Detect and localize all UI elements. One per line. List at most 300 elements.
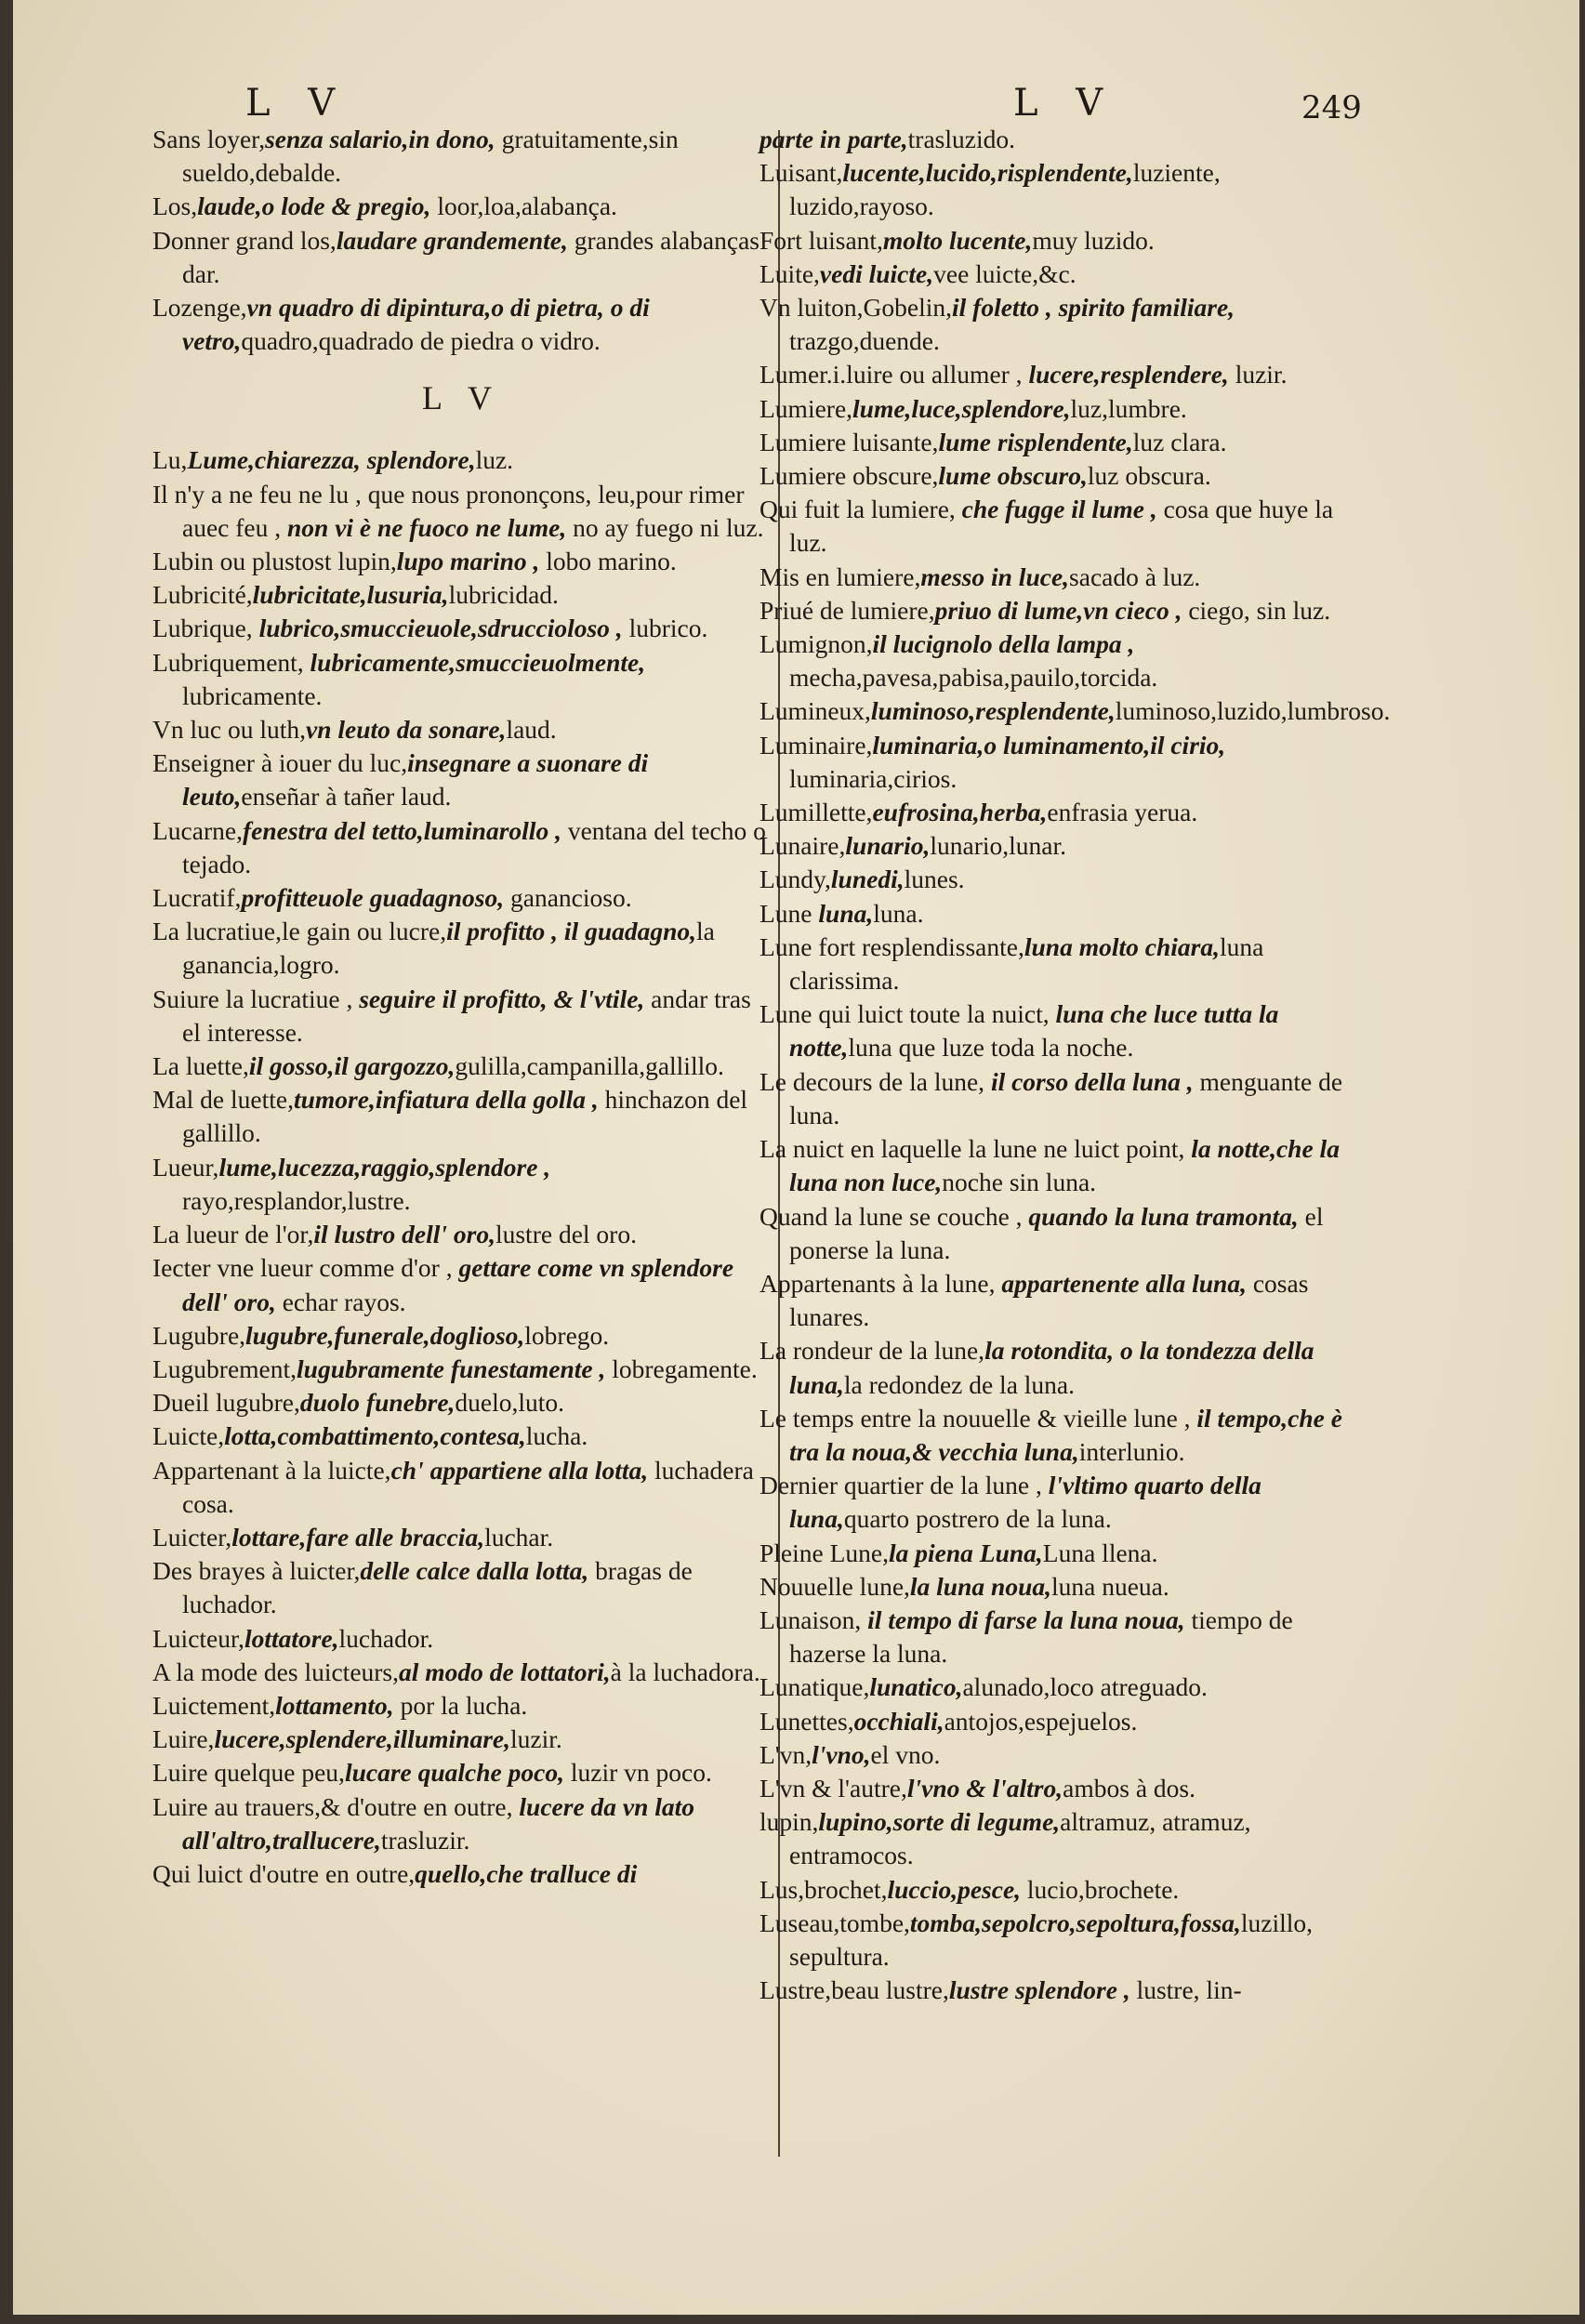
dictionary-entry	[152, 1353, 771, 1386]
right-running-head: L V	[1013, 82, 1116, 125]
entry-headword: Vn luiton,Gobelin,	[759, 293, 953, 323]
entry-italian-gloss: lucere,splendere,illuminare,	[214, 1724, 510, 1754]
entry-spanish-gloss: tiempo de hazerse la luna.	[789, 1604, 1293, 1669]
entry-italian-gloss: messo in luce,	[920, 561, 1070, 591]
dictionary-entry	[152, 1857, 771, 1891]
entry-headword: Iecter vne lueur comme d'or ,	[152, 1253, 459, 1283]
entry-italian-gloss: il lucignolo della lampa ,	[872, 629, 1135, 659]
entry-spanish-gloss: hinchazon del gallillo.	[182, 1085, 748, 1148]
entry-italian-gloss: vn leuto da sonare,	[306, 715, 507, 745]
entry-italian-gloss: lustre splendore ,	[948, 1975, 1130, 2005]
dictionary-entry	[759, 291, 1359, 358]
entry-headword: Lumiere luisante,	[759, 427, 939, 456]
entry-spanish-gloss: lubrico.	[622, 614, 708, 643]
entry-headword: Luminaire,	[759, 730, 873, 759]
entry-spanish-gloss: mecha,pavesa,pabisa,pauilo,torcida.	[789, 663, 1158, 693]
entry-spanish-gloss: menguante de luna.	[789, 1066, 1343, 1129]
entry-headword: Lucratif,	[152, 883, 242, 913]
dictionary-entry	[759, 1065, 1359, 1132]
entry-italian-gloss: delle calce dalla lotta,	[360, 1556, 589, 1586]
entry-spanish-gloss: ciego, sin luz.	[1182, 595, 1331, 625]
entry-italian-gloss: laude,o lode & pregio,	[197, 191, 431, 221]
dictionary-entry	[152, 1622, 771, 1656]
dictionary-entry	[759, 1570, 1359, 1604]
dictionary-entry	[759, 1537, 1359, 1570]
entry-italian-gloss: priuo di lume,vn cieco ,	[934, 595, 1182, 625]
entry-italian-gloss: gettare come vn splendore dell' oro,	[182, 1253, 734, 1316]
entry-headword: Appartenant à la luicte,	[152, 1455, 391, 1485]
entry-spanish-gloss: luna que luze toda la noche.	[848, 1033, 1134, 1063]
dictionary-entry	[152, 123, 771, 190]
left-running-head: L V	[245, 82, 349, 125]
dictionary-entry	[759, 123, 1359, 156]
entry-italian-gloss: il gosso,il gargozzo,	[248, 1051, 456, 1081]
entry-italian-gloss: laudare grandemente,	[336, 225, 568, 255]
dictionary-entry	[152, 746, 771, 813]
dictionary-entry	[152, 1756, 771, 1789]
entry-headword: Pleine Lune,	[759, 1538, 889, 1567]
entry-spanish-gloss: luminoso,luzido,lumbroso.	[1115, 696, 1391, 726]
entry-spanish-gloss: luz.	[475, 445, 514, 475]
dictionary-entry	[759, 1907, 1359, 1974]
entry-spanish-gloss: lobregamente.	[605, 1353, 758, 1383]
entry-headword: Luite,	[759, 258, 820, 288]
dictionary-entry	[152, 881, 771, 915]
dictionary-entry	[152, 443, 771, 477]
entry-headword: Lugubrement,	[152, 1353, 297, 1383]
dictionary-entry	[759, 694, 1391, 728]
entry-spanish-gloss: quadro,quadrado de piedra o vidro.	[241, 326, 601, 356]
left-entries-after-heading	[152, 443, 771, 1891]
entry-spanish-gloss: enfrasia yerua.	[1047, 798, 1198, 827]
entry-italian-gloss: luna che luce tutta la notte,	[789, 999, 1279, 1063]
entry-italian-gloss: eufrosina,herba,	[872, 798, 1048, 827]
entry-spanish-gloss: sacado à luz.	[1069, 561, 1201, 591]
entry-headword: Lucarne,	[152, 815, 243, 845]
entry-spanish-gloss: luna.	[873, 898, 924, 928]
entry-spanish-gloss: luminaria,cirios.	[789, 763, 958, 793]
entry-headword: Lune	[759, 898, 819, 928]
entry-headword: La luette,	[152, 1051, 249, 1081]
dictionary-entry	[759, 796, 1359, 829]
section-heading: L V	[421, 379, 501, 417]
dictionary-entry	[759, 1604, 1359, 1670]
entry-spanish-gloss: rayo,resplandor,lustre.	[182, 1185, 411, 1215]
entry-italian-gloss: seguire il profitto, & l'vtile,	[359, 984, 645, 1013]
entry-headword: Luire quelque peu,	[152, 1758, 345, 1788]
dictionary-entry	[152, 224, 771, 291]
entry-italian-gloss: lugubre,funerale,doglioso,	[245, 1320, 525, 1350]
dictionary-entry	[759, 426, 1359, 459]
dictionary-entry	[759, 493, 1359, 560]
dictionary-entry	[152, 545, 771, 578]
entry-spanish-gloss: enseñar à tañer laud.	[241, 782, 452, 812]
entry-headword: Priué de lumiere,	[759, 595, 935, 625]
entry-headword: Mis en lumiere,	[759, 561, 921, 591]
dictionary-entry	[759, 729, 1359, 796]
entry-spanish-gloss: luchador.	[338, 1623, 434, 1653]
entry-italian-gloss: l'vno,	[812, 1739, 871, 1769]
entry-italian-gloss: il profitto , il guadagno,	[446, 917, 697, 946]
dictionary-entry	[759, 459, 1359, 493]
entry-spanish-gloss: andar tras el interesse.	[182, 984, 751, 1047]
entry-headword: Suiure la lucratiue ,	[152, 984, 360, 1013]
entry-spanish-gloss: Luna llena.	[1042, 1538, 1158, 1567]
entry-spanish-gloss: duelo,luto.	[455, 1388, 565, 1418]
dictionary-entry	[152, 1218, 771, 1251]
entry-spanish-gloss: cosa que huye la luz.	[789, 495, 1334, 558]
entry-italian-gloss: quando la luna tramonta,	[1028, 1201, 1299, 1231]
entry-headword: Lumiere obscure,	[759, 461, 939, 491]
entry-spanish-gloss: lubricidad.	[448, 580, 559, 610]
entry-italian-gloss: insegnare a suonare di leuto,	[182, 748, 649, 812]
entry-spanish-gloss: echar rayos.	[275, 1287, 406, 1316]
entry-italian-gloss: luminaria,o luminamento,il cirio,	[872, 730, 1226, 759]
dictionary-entry	[152, 1386, 771, 1419]
entry-spanish-gloss: la redondez de la luna.	[843, 1369, 1076, 1399]
dictionary-entry	[152, 1689, 771, 1723]
dictionary-entry	[152, 983, 771, 1050]
entry-spanish-gloss: ganancioso.	[504, 883, 632, 913]
entry-headword: Lunaire,	[759, 831, 846, 861]
entry-italian-gloss: lupino,sorte di legume,	[818, 1807, 1061, 1837]
entry-spanish-gloss: el vno.	[870, 1739, 941, 1769]
entry-spanish-gloss: luziente, luzido,rayoso.	[789, 158, 1221, 221]
dictionary-entry	[759, 863, 1359, 896]
entry-spanish-gloss: luzir.	[1228, 360, 1288, 390]
dictionary-entry	[759, 594, 1359, 627]
entry-italian-gloss: appartenente alla luna,	[1001, 1268, 1247, 1298]
entry-italian-gloss: lume risplendente,	[938, 427, 1133, 456]
entry-italian-gloss: luna molto chiara,	[1024, 931, 1220, 961]
entry-italian-gloss: lotta,combattimento,contesa,	[224, 1421, 526, 1451]
entry-headword: Lumer.i.luire ou allumer ,	[759, 360, 1029, 390]
entry-headword: La rondeur de la lune,	[759, 1336, 985, 1366]
entry-headword: Sans loyer,	[152, 125, 266, 153]
entry-headword: Lubin ou plustost lupin,	[152, 547, 397, 576]
entry-headword: Lune fort resplendissante,	[759, 931, 1024, 961]
dictionary-entry	[759, 897, 1359, 931]
dictionary-entry	[759, 392, 1359, 426]
entry-italian-gloss: vedi luicte,	[819, 258, 934, 288]
dictionary-entry	[759, 1873, 1359, 1907]
dictionary-entry	[759, 1772, 1359, 1805]
entry-headword: Lumineux,	[759, 696, 871, 726]
entry-headword: Lundy,	[759, 865, 831, 894]
entry-headword: Luicteur,	[152, 1623, 244, 1653]
entry-headword: Lumiere,	[759, 393, 853, 423]
entry-italian-gloss: che fugge il lume ,	[961, 495, 1157, 524]
entry-spanish-gloss: lustre del oro.	[495, 1220, 637, 1249]
entry-italian-gloss: fenestra del tetto,luminarollo ,	[242, 815, 561, 845]
entry-italian-gloss: al modo de lottatori,	[399, 1657, 611, 1686]
entry-italian-gloss: lunatico,	[869, 1672, 963, 1702]
entry-italian-gloss: la luna noua,	[909, 1571, 1051, 1601]
dictionary-entry	[152, 612, 771, 645]
left-column	[152, 123, 771, 1891]
entry-spanish-gloss: vee luicte,&c.	[933, 258, 1076, 288]
dictionary-entry	[759, 1805, 1359, 1872]
entry-spanish-gloss: muy luzido.	[1032, 225, 1155, 255]
entry-headword: Qui fuit la lumiere,	[759, 495, 962, 524]
entry-headword: Quand la lune se couche ,	[759, 1201, 1029, 1231]
entry-headword: Dueil lugubre,	[152, 1388, 300, 1418]
entry-spanish-gloss: lucha.	[525, 1421, 588, 1451]
entry-italian-gloss: occhiali,	[853, 1706, 944, 1736]
entry-spanish-gloss: trasluzir.	[380, 1825, 470, 1855]
entry-spanish-gloss: laud.	[506, 715, 557, 745]
entry-headword: Lugubre,	[152, 1320, 246, 1350]
entry-italian-gloss: molto lucente,	[882, 225, 1033, 255]
dictionary-entry	[759, 1738, 1359, 1772]
entry-spanish-gloss: luz obscura.	[1087, 461, 1211, 491]
dictionary-entry	[152, 1251, 771, 1318]
dictionary-entry	[152, 1050, 771, 1083]
entry-spanish-gloss: luzir vn poco.	[563, 1758, 712, 1788]
entry-spanish-gloss: lunes.	[904, 865, 965, 894]
dictionary-entry	[152, 1419, 771, 1453]
entry-spanish-gloss: loor,loa,alabança.	[430, 191, 617, 221]
entry-spanish-gloss: lobo marino.	[539, 547, 677, 576]
entry-spanish-gloss: trasluzido.	[907, 125, 1015, 153]
left-entries-before-heading	[152, 123, 771, 358]
entry-italian-gloss: vn quadro di dipintura,o di pietra, o di vetro,	[182, 293, 650, 356]
entry-italian-gloss: il lustro dell' oro,	[313, 1220, 495, 1249]
entry-italian-gloss: il tempo,che è tra la noua,& vecchia luna,	[789, 1403, 1342, 1466]
dictionary-entry	[759, 931, 1359, 997]
entry-italian-gloss: l'vno & l'altro,	[906, 1773, 1063, 1802]
dictionary-entry	[152, 915, 771, 982]
dictionary-entry	[759, 1705, 1359, 1738]
entry-headword: Vn luc ou luth,	[152, 715, 306, 745]
dictionary-entry	[759, 1267, 1359, 1334]
right-column	[759, 123, 1391, 2007]
dictionary-entry	[152, 1319, 771, 1353]
dictionary-entry	[152, 190, 771, 223]
dictionary-entry	[152, 1656, 771, 1689]
entry-headword: Donner grand los,	[152, 225, 337, 255]
entry-headword: Des brayes à luicter,	[152, 1556, 361, 1586]
dictionary-entry	[759, 156, 1359, 223]
dictionary-entry	[759, 224, 1359, 257]
entry-italian-gloss: lucente,lucido,risplendente,	[842, 158, 1133, 188]
dictionary-entry	[759, 1200, 1359, 1267]
entry-spanish-gloss: luz clara.	[1132, 427, 1227, 456]
entry-italian-gloss: Lume,chiarezza, splendore,	[187, 445, 476, 475]
entry-italian-gloss: lottatore,	[244, 1623, 339, 1653]
dictionary-entry	[152, 1521, 771, 1554]
entry-headword: Luire au trauers,& d'outre en outre,	[152, 1791, 520, 1821]
entry-headword: Nouuelle lune,	[759, 1571, 910, 1601]
entry-spanish-gloss: luzir.	[509, 1724, 562, 1754]
entry-italian-gloss: lottamento,	[275, 1690, 394, 1720]
entry-headword: Luicter,	[152, 1522, 232, 1552]
book-page	[13, 0, 1579, 2315]
entry-italian-gloss: parte in parte,	[759, 125, 908, 153]
entry-headword: Dernier quartier de la lune ,	[759, 1471, 1049, 1500]
entry-headword: L'vn,	[759, 1739, 812, 1769]
entry-headword: Lubriquement,	[152, 647, 310, 677]
entry-italian-gloss: ch' appartiene alla lotta,	[390, 1455, 649, 1485]
dictionary-entry	[759, 1469, 1359, 1536]
entry-headword: Luire,	[152, 1724, 215, 1754]
entry-italian-gloss: luminoso,resplendente,	[870, 696, 1116, 726]
dictionary-entry	[152, 713, 771, 746]
entry-italian-gloss: lottare,fare alle braccia,	[231, 1522, 485, 1552]
entry-headword: Luicte,	[152, 1421, 225, 1451]
dictionary-entry	[759, 997, 1359, 1064]
dictionary-entry	[152, 1554, 771, 1621]
page-number: 249	[1301, 89, 1362, 126]
entry-spanish-gloss: gratuitamente,sin sueldo,debalde.	[182, 125, 679, 188]
entry-italian-gloss: il corso della luna ,	[990, 1066, 1194, 1096]
entry-headword: Lunettes,	[759, 1706, 854, 1736]
entry-spanish-gloss: lobrego.	[524, 1320, 610, 1350]
entry-italian-gloss: luna,	[818, 898, 874, 928]
entry-italian-gloss: lubricamente,smuccieuolmente,	[310, 647, 646, 677]
entry-headword: Il n'y a ne feu ne lu , que nous prononçons, leu,pour rimer auec feu ,	[152, 479, 745, 542]
entry-italian-gloss: lubrico,smuccieuole,sdruccioloso ,	[258, 614, 623, 643]
entry-italian-gloss: lunario,	[845, 831, 931, 861]
entry-spanish-gloss: el ponerse la luna.	[789, 1201, 1324, 1264]
entry-headword: Le temps entre la nouuelle & vieille lune ,	[759, 1403, 1197, 1433]
entry-headword: Luisant,	[759, 158, 843, 188]
entry-italian-gloss: lubricitate,lusuria,	[252, 580, 449, 610]
entry-headword: La lueur de l'or,	[152, 1220, 314, 1249]
dictionary-entry	[759, 1974, 1359, 2007]
entry-headword: L'vn & l'autre,	[759, 1773, 907, 1802]
entry-spanish-gloss: bragas de luchador.	[182, 1556, 693, 1619]
dictionary-entry	[152, 1454, 771, 1521]
entry-spanish-gloss: quarto postrero de la luna.	[843, 1504, 1112, 1534]
right-entries	[759, 123, 1391, 2007]
entry-italian-gloss: l'vltimo quarto della luna,	[789, 1471, 1261, 1534]
entry-italian-gloss: lucere,resplendere,	[1028, 360, 1229, 390]
entry-spanish-gloss: trazgo,duende.	[789, 326, 940, 356]
entry-italian-gloss: lume,lucezza,raggio,splendore ,	[218, 1152, 551, 1182]
entry-spanish-gloss: noche sin luna.	[942, 1168, 1097, 1197]
entry-headword: Luictement,	[152, 1690, 276, 1720]
entry-spanish-gloss: no ay fuego ni luz.	[566, 512, 764, 542]
entry-spanish-gloss: luzillo, sepultura.	[789, 1908, 1314, 1971]
dictionary-entry	[759, 627, 1359, 694]
dictionary-entry	[759, 561, 1359, 594]
entry-italian-gloss: lunedi,	[830, 865, 905, 894]
entry-italian-gloss: profitteuole guadagnoso,	[241, 883, 505, 913]
entry-italian-gloss: la piena Luna,	[889, 1538, 1043, 1567]
entry-headword: Le decours de la lune,	[759, 1066, 991, 1096]
entry-italian-gloss: duolo funebre,	[299, 1388, 456, 1418]
entry-headword: Lueur,	[152, 1152, 219, 1182]
entry-headword: Lubricité,	[152, 580, 253, 610]
entry-spanish-gloss: lubricamente.	[182, 680, 323, 710]
dictionary-entry	[152, 1151, 771, 1218]
entry-italian-gloss: lupo marino ,	[396, 547, 540, 576]
entry-italian-gloss: lugubramente funestamente ,	[297, 1353, 606, 1383]
dictionary-entry	[152, 478, 771, 545]
entry-headword: Qui luict d'outre en outre,	[152, 1858, 416, 1888]
entry-headword: Mal de luette,	[152, 1085, 294, 1115]
entry-headword: Lune qui luict toute la nuict,	[759, 999, 1056, 1029]
entry-italian-gloss: la notte,che la luna non luce,	[789, 1134, 1340, 1197]
entry-headword: Lubrique,	[152, 614, 259, 643]
entry-headword: Appartenants à la lune,	[759, 1268, 1002, 1298]
entry-headword: lupin,	[759, 1807, 819, 1837]
entry-headword: La nuict en laquelle la lune ne luict point,	[759, 1134, 1192, 1164]
dictionary-entry	[152, 1083, 771, 1150]
entry-headword: Lunatique,	[759, 1672, 870, 1702]
entry-headword: Lumignon,	[759, 629, 873, 659]
entry-italian-gloss: luccio,pesce,	[887, 1874, 1022, 1904]
entry-headword: Enseigner à iouer du luc,	[152, 748, 408, 778]
entry-headword: Lunaison,	[759, 1604, 868, 1634]
dictionary-entry	[152, 814, 771, 881]
entry-headword: Los,	[152, 191, 198, 221]
dictionary-entry	[759, 1670, 1359, 1704]
entry-italian-gloss: il foletto , spirito familiare,	[952, 293, 1235, 323]
dictionary-entry	[152, 1723, 771, 1756]
entry-spanish-gloss: altramuz, atramuz, entramocos.	[789, 1807, 1251, 1870]
entry-spanish-gloss: ambos à dos.	[1063, 1773, 1195, 1802]
entry-spanish-gloss: cosas lunares.	[789, 1268, 1309, 1332]
entry-headword: Luseau,tombe,	[759, 1908, 910, 1937]
entry-spanish-gloss: luna nueua.	[1051, 1571, 1169, 1601]
entry-spanish-gloss: lucio,brochete.	[1021, 1874, 1180, 1904]
entry-italian-gloss: lume obscuro,	[938, 461, 1088, 491]
entry-italian-gloss: lucare qualche poco,	[344, 1758, 564, 1788]
entry-italian-gloss: quello,che trallucе di	[415, 1858, 638, 1888]
entry-italian-gloss: la rotondita, o la tondezza della luna,	[789, 1336, 1314, 1399]
dictionary-entry	[152, 646, 771, 713]
entry-italian-gloss: lume,luce,splendore,	[852, 393, 1071, 423]
entry-headword: Lu,	[152, 445, 188, 475]
entry-spanish-gloss: gulilla,campanilla,gallillo.	[455, 1051, 724, 1081]
entry-spanish-gloss: ventana del techo o tejado.	[182, 815, 766, 878]
entry-spanish-gloss: luz,lumbre.	[1070, 393, 1187, 423]
entry-spanish-gloss: interlunio.	[1078, 1436, 1185, 1466]
entry-italian-gloss: lucere da vn lato all'altro,trallucere,	[182, 1791, 695, 1855]
entry-headword: Lustre,beau lustre,	[759, 1975, 949, 2005]
entry-spanish-gloss: por la lucha.	[393, 1690, 528, 1720]
entry-italian-gloss: il tempo di farse la luna noua,	[867, 1604, 1185, 1634]
entry-headword: Lozenge,	[152, 293, 247, 323]
dictionary-entry	[759, 1402, 1359, 1469]
entry-spanish-gloss: luchadera cosa.	[182, 1455, 754, 1518]
entry-spanish-gloss: alunado,loco atreguado.	[962, 1672, 1208, 1702]
entry-spanish-gloss: à la luchadora.	[610, 1657, 760, 1686]
dictionary-entry	[152, 291, 771, 358]
dictionary-entry	[759, 829, 1359, 863]
entry-italian-gloss: senza salario,in dono,	[265, 125, 495, 153]
entry-headword: Fort luisant,	[759, 225, 883, 255]
entry-headword: Lus,brochet,	[759, 1874, 888, 1904]
entry-spanish-gloss: grandes alabanças dar.	[182, 225, 759, 288]
entry-spanish-gloss: luna clarissima.	[789, 931, 1264, 996]
entry-headword: La lucratiue,le gain ou lucre,	[152, 917, 447, 946]
entry-spanish-gloss: luchar.	[484, 1522, 554, 1552]
dictionary-entry	[152, 578, 771, 612]
entry-italian-gloss: non vi è ne fuoco ne lume,	[286, 512, 567, 542]
entry-italian-gloss: tumore,infiatura della golla ,	[293, 1085, 599, 1115]
entry-headword: Lumillette,	[759, 798, 873, 827]
dictionary-entry	[759, 1132, 1359, 1199]
dictionary-entry	[759, 358, 1359, 391]
entry-spanish-gloss: la ganancia,logro.	[182, 917, 715, 980]
entry-spanish-gloss: antojos,espejuelos.	[944, 1706, 1138, 1736]
entry-headword: A la mode des luicteurs,	[152, 1657, 400, 1686]
dictionary-entry	[152, 1790, 771, 1857]
entry-spanish-gloss: lunario,lunar.	[930, 831, 1066, 861]
